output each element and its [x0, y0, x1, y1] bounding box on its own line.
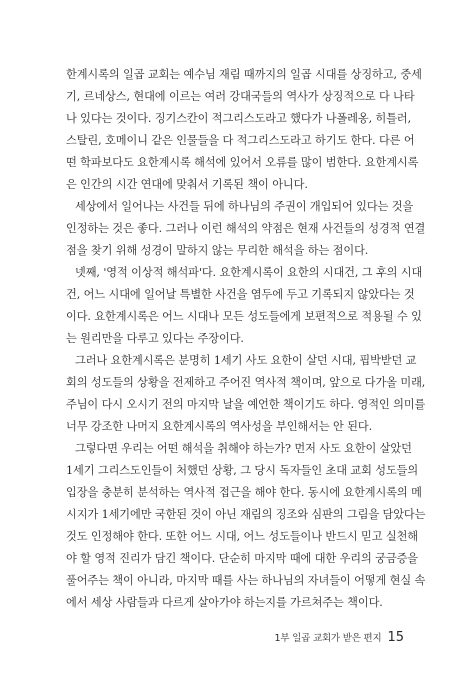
text-line: 에서 세상 사람들과 다르게 살아가야 하는지를 가르쳐주는 책이다. — [66, 596, 383, 609]
text-line: 는 원리만을 다루고 있다는 주장이다. — [66, 332, 244, 345]
text-line: 이다. 요한계시록은 어느 시대나 모든 성도들에게 보편적으로 적용될 수 있 — [66, 310, 422, 323]
text-line: 야 할 영적 진리가 담긴 책이다. 단순히 마지막 때에 대한 우리의 궁금증을 — [66, 552, 418, 565]
text-line: 입장을 충분히 분석하는 역사적 접근을 해야 한다. 동시에 요한계시록의 메 — [66, 486, 422, 499]
text-line: 은 인간의 시간 연대에 맞춰서 기록된 책이 아니다. — [66, 178, 308, 191]
text-line: 너무 강조한 나머지 요한계시록의 역사성을 부인해서는 안 된다. — [66, 420, 373, 433]
body-text — [66, 64, 426, 614]
text-line: 점을 찾기 위해 성경이 말하지 않는 무리한 해석을 하는 점이다. — [66, 244, 369, 257]
text-line: 풀어주는 책이 아니라, 마지막 때를 사는 하나님의 자녀들이 어떻게 현실 속 — [66, 574, 426, 587]
page-number: 15 — [387, 630, 404, 645]
page-footer — [275, 630, 404, 648]
running-head: 1부 일곱 교회가 받은 편지 — [274, 633, 382, 644]
text-line: 회의 성도들의 상황을 전제하고 주어진 역사적 책이며, 앞으로 다가올 미래, — [66, 376, 426, 389]
text-line: 그렇다면 우리는 어떤 해석을 취해야 하는가? 먼저 사도 요한이 살았던 — [75, 442, 412, 455]
text-line: 떤 학파보다도 요한계시록 해석에 있어서 오류를 많이 범한다. 요한계시록 — [66, 156, 419, 169]
text-line: 기, 르네상스, 현대에 이르는 여러 강대국들의 역사가 상징적으로 다 나타 — [66, 90, 415, 103]
text-line: 한계시록의 일곱 교회는 예수님 재림 때까지의 일곱 시대를 상징하고, 중세 — [66, 68, 422, 81]
text-line: 주님이 다시 오시기 전의 마지막 날을 예언한 책이기도 하다. 영적인 의미를 — [66, 398, 426, 411]
text-line: 스탈린, 호메이니 같은 인물들을 다 적그리스도라고 하기도 한다. 다른 어 — [66, 134, 415, 147]
text-line: 인정하는 것은 좋다. 그러나 이런 해석의 약점은 현재 사건들의 성경적 연결 — [66, 222, 426, 235]
text-line: 건, 어느 시대에 일어날 특별한 사건을 염두에 두고 기록되지 않았다는 것 — [66, 288, 415, 301]
text-line: 것도 인정해야 한다. 또한 어느 시대, 어느 성도들이나 반드시 믿고 실천해 — [66, 530, 418, 543]
text-line: 넷째, '영적 이상적 해석파'다. 요한계시록이 요한의 시대건, 그 후의 시대 — [75, 266, 423, 279]
text-line: 세상에서 일어나는 사건들 뒤에 하나님의 주권이 개입되어 있다는 것을 — [75, 200, 414, 213]
text-line: 1세기 그리스도인들이 처했던 상황, 그 당시 독자들인 초대 교회 성도들의 — [66, 464, 419, 477]
text-line: 나 있다는 것이다. 징기스칸이 적그리스도라고 했다가 나폴레옹, 히틀러, — [66, 112, 412, 125]
text-line: 시지가 1세기에만 국한된 것이 아닌 재림의 징조와 심판의 그림을 담았다는 — [66, 508, 426, 521]
text-line: 그러나 요한계시록은 분명히 1세기 사도 요한이 살던 시대, 핍박받던 교 — [75, 354, 417, 367]
